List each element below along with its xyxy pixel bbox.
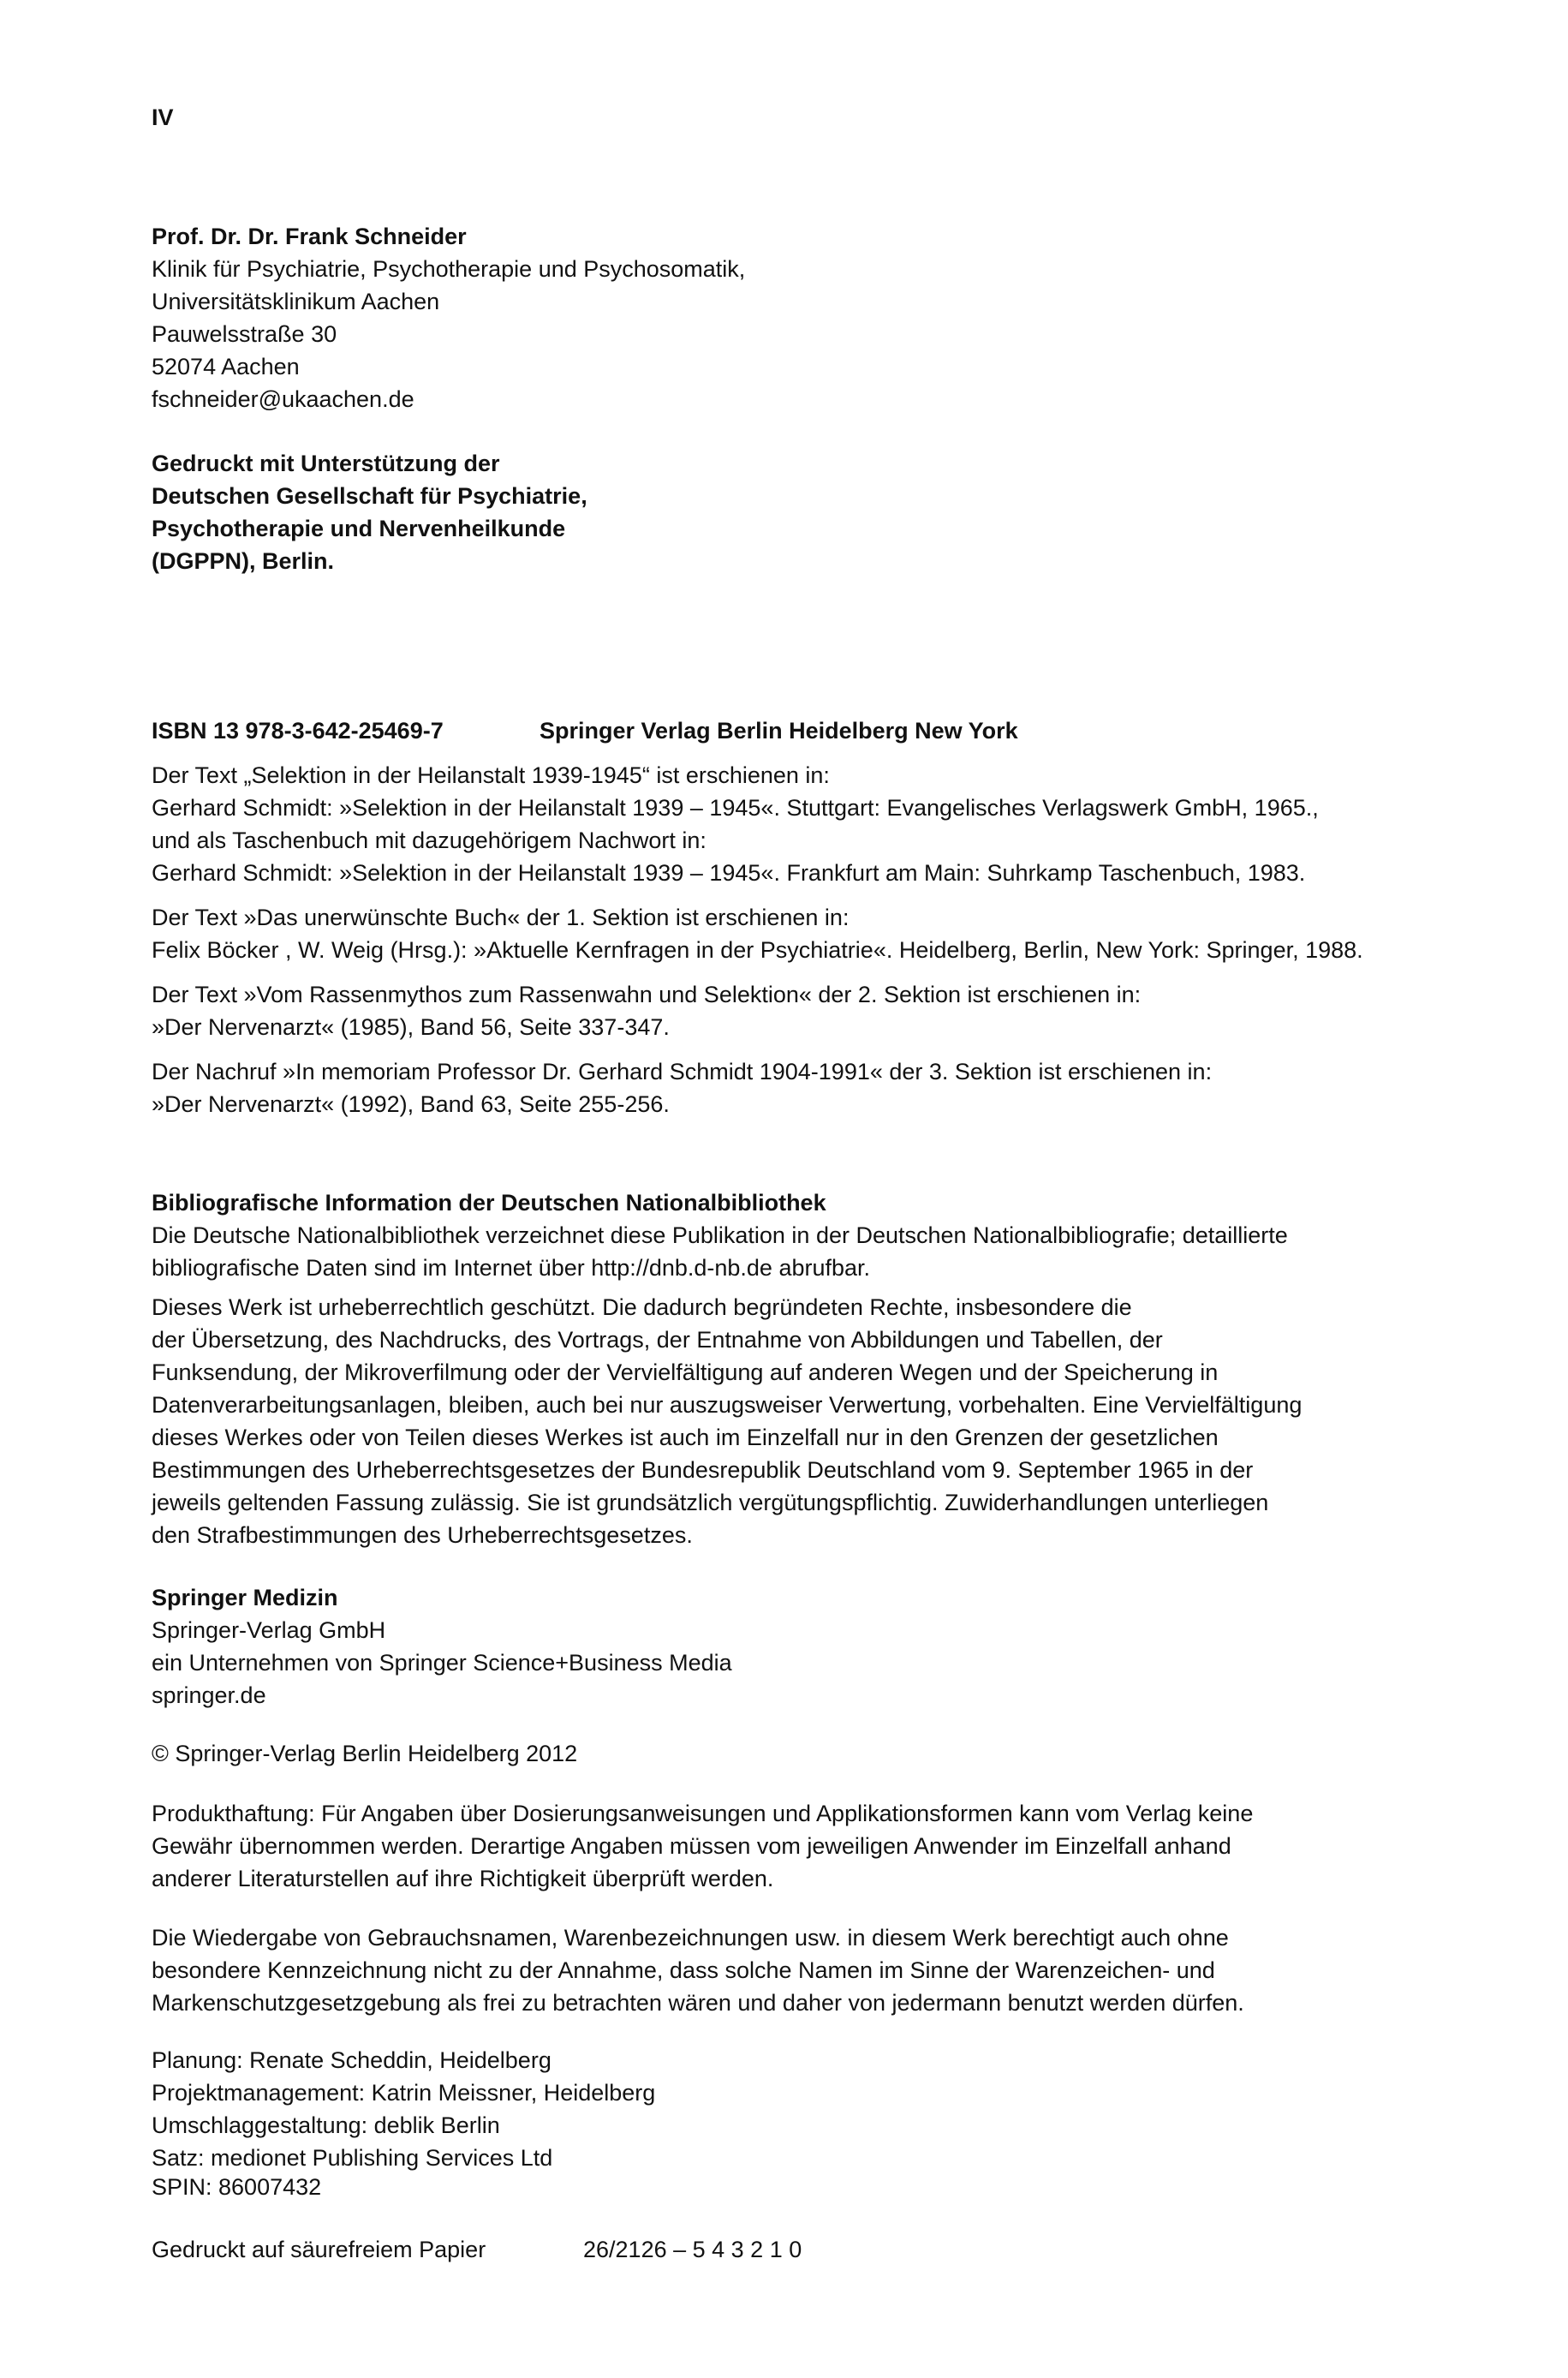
printing-info xyxy=(152,2233,1436,2266)
copyright-notice-line: der Übersetzung, des Nachdrucks, des Vortrags, der Entnahme von Abbildungen und Tabellen, der xyxy=(152,1327,1163,1353)
production-credits xyxy=(152,2044,1436,2174)
source-line: und als Taschenbuch mit dazugehörigem Nachwort in: xyxy=(152,828,706,853)
source-line: »Der Nervenarzt« (1992), Band 63, Seite 255-256. xyxy=(152,1091,670,1117)
page-number: IV xyxy=(152,105,174,130)
source-note xyxy=(152,978,1436,1043)
biblio-line: Die Deutsche Nationalbibliothek verzeichnet diese Publikation in der Deutschen Nationalbibliografie; detaillierte xyxy=(152,1222,1288,1248)
copyright-notice-line: dieses Werkes oder von Teilen dieses Werkes ist auch im Einzelfall nur in den Grenzen der gesetzlichen xyxy=(152,1425,1219,1450)
source-note xyxy=(152,1055,1436,1120)
copyright-line xyxy=(152,1737,1436,1770)
credit-line: Planung: Renate Scheddin, Heidelberg xyxy=(152,2047,551,2073)
author-address xyxy=(152,220,1436,415)
publisher-line: Springer-Verlag GmbH xyxy=(152,1617,386,1643)
credit-line: Umschlaggestaltung: deblik Berlin xyxy=(152,2112,500,2138)
publisher-info xyxy=(152,1581,1436,1712)
source-line: Der Text »Das unerwünschte Buch« der 1. Sektion ist erschienen in: xyxy=(152,905,850,930)
author-line: Klinik für Psychiatrie, Psychotherapie und Psychosomatik, xyxy=(152,256,746,282)
isbn-publisher: Springer Verlag Berlin Heidelberg New York xyxy=(540,718,1018,744)
copyright-notice xyxy=(152,1291,1436,1551)
publisher-line: ein Unternehmen von Springer Science+Business Media xyxy=(152,1650,732,1676)
source-note xyxy=(152,759,1436,889)
bibliographic-info xyxy=(152,1186,1436,1284)
support-statement xyxy=(152,447,1436,577)
source-line: Gerhard Schmidt: »Selektion in der Heilanstalt 1939 – 1945«. Frankfurt am Main: Suhrkamp Taschenbuch, 1983. xyxy=(152,860,1306,886)
copyright-text: © Springer-Verlag Berlin Heidelberg 2012 xyxy=(152,1741,578,1766)
spin-number xyxy=(152,2171,1436,2203)
source-line: Gerhard Schmidt: »Selektion in der Heilanstalt 1939 – 1945«. Stuttgart: Evangelisches Verlagswerk GmbH, 1965., xyxy=(152,795,1319,821)
trademark-line: Markenschutzgesetzgebung als frei zu betrachten wären und daher von jedermann benutzt werden dürfen. xyxy=(152,1990,1244,2016)
liability-line: anderer Literaturstellen auf ihre Richtigkeit überprüft werden. xyxy=(152,1866,774,1891)
copyright-notice-line: Datenverarbeitungsanlagen, bleiben, auch bei nur auszugsweiser Verwertung, vorbehalten. Eine Vervielfältigung xyxy=(152,1392,1303,1418)
source-notes xyxy=(152,759,1436,1132)
author-line: Pauwelsstraße 30 xyxy=(152,321,337,347)
source-line: Der Nachruf »In memoriam Professor Dr. Gerhard Schmidt 1904-1991« der 3. Sektion ist erschienen in: xyxy=(152,1059,1213,1084)
support-line: Gedruckt mit Unterstützung der xyxy=(152,451,500,476)
author-line: Universitätsklinikum Aachen xyxy=(152,289,440,314)
trademark-line: besondere Kennzeichnung nicht zu der Annahme, dass solche Namen im Sinne der Warenzeichen- und xyxy=(152,1957,1215,1983)
print-run-code: 26/2126 – 5 4 3 2 1 0 xyxy=(583,2237,802,2262)
credit-line: Satz: medionet Publishing Services Ltd xyxy=(152,2145,553,2171)
product-liability xyxy=(152,1797,1436,1895)
liability-line: Gewähr übernommen werden. Derartige Angaben müssen vom jeweiligen Anwender im Einzelfall anhand xyxy=(152,1833,1231,1859)
source-line: Der Text »Vom Rassenmythos zum Rassenwahn und Selektion« der 2. Sektion ist erschienen in: xyxy=(152,982,1142,1007)
publisher-name: Springer Medizin xyxy=(152,1585,338,1610)
isbn-code: ISBN 13 978-3-642-25469-7 xyxy=(152,718,444,744)
support-line: Psychotherapie und Nervenheilkunde xyxy=(152,516,566,541)
support-line: Deutschen Gesellschaft für Psychiatrie, xyxy=(152,483,587,509)
source-line: »Der Nervenarzt« (1985), Band 56, Seite 337-347. xyxy=(152,1014,670,1040)
copyright-notice-line: Funksendung, der Mikroverfilmung oder der Vervielfältigung auf anderen Wegen und der Speicherung in xyxy=(152,1359,1219,1385)
copyright-notice-line: Dieses Werk ist urheberrechtlich geschützt. Die dadurch begründeten Rechte, insbesondere die xyxy=(152,1294,1132,1320)
spin-text: SPIN: 86007432 xyxy=(152,2174,322,2200)
source-line: Der Text „Selektion in der Heilanstalt 1939-1945“ ist erschienen in: xyxy=(152,762,830,788)
isbn-line xyxy=(152,714,1436,747)
liability-line: Produkthaftung: Für Angaben über Dosierungsanweisungen und Applikationsformen kann vom Verlag keine xyxy=(152,1801,1254,1826)
trademark-line: Die Wiedergabe von Gebrauchsnamen, Warenbezeichnungen usw. in diesem Werk berechtigt auch ohne xyxy=(152,1925,1229,1951)
author-email: fschneider@ukaachen.de xyxy=(152,386,414,412)
biblio-heading: Bibliografische Information der Deutschen Nationalbibliothek xyxy=(152,1190,826,1216)
copyright-notice-line: den Strafbestimmungen des Urheberrechtsgesetzes. xyxy=(152,1522,693,1548)
author-name: Prof. Dr. Dr. Frank Schneider xyxy=(152,224,467,249)
biblio-line: bibliografische Daten sind im Internet über http://dnb.d-nb.de abrufbar. xyxy=(152,1255,871,1281)
source-note xyxy=(152,901,1436,966)
trademark-notice xyxy=(152,1921,1436,2019)
credit-line: Projektmanagement: Katrin Meissner, Heidelberg xyxy=(152,2080,656,2106)
author-line: 52074 Aachen xyxy=(152,354,300,379)
support-line: (DGPPN), Berlin. xyxy=(152,548,335,574)
source-line: Felix Böcker , W. Weig (Hrsg.): »Aktuelle Kernfragen in der Psychiatrie«. Heidelberg, Berlin, New York: Springer, 1988. xyxy=(152,937,1363,963)
copyright-notice-line: jeweils geltenden Fassung zulässig. Sie ist grundsätzlich vergütungspflichtig. Zuwiderhandlungen unterliegen xyxy=(152,1490,1269,1515)
publisher-website: springer.de xyxy=(152,1682,266,1708)
paper-note: Gedruckt auf säurefreiem Papier xyxy=(152,2237,486,2262)
copyright-notice-line: Bestimmungen des Urheberrechtsgesetzes der Bundesrepublik Deutschland vom 9. September 1965 in der xyxy=(152,1457,1254,1483)
